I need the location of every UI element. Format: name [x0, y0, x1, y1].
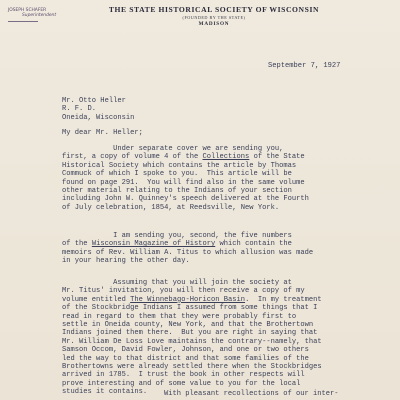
recipient-address	[62, 97, 134, 122]
closing-line: With pleasant recollections of our inter-	[164, 390, 339, 398]
letterhead	[0, 0, 400, 40]
signature-title: Superintendent	[22, 13, 57, 18]
superintendent-signature	[8, 8, 68, 18]
address-line: Mr. Otto Heller	[62, 97, 126, 105]
signature-name: JOSEPH SCHAFER	[8, 8, 47, 13]
magazine-title: Wisconsin Magazine of History	[91, 240, 216, 249]
address-line: R. F. D.	[62, 105, 97, 114]
book-title: The Winnebago-Horicon Basin	[130, 295, 246, 304]
society-name: THE STATE HISTORICAL SOCIETY OF WISCONSIN	[108, 5, 320, 14]
paragraph-3: Assuming that you will join the society at Mr. Titus' invitation, you will then receive a copy of my volume entitled The Winnebago-Horicon Basin. In my treatment of the Stockbridge Indians I assumed from some things that I read in regard to them that they were probably first to settle in Oneida county, New York, and that the Brothertown Indians joined them there. But you are right in saying that Mr. William De Loss Love maintains the contrary--namely, that Samson Occom, David Fowler, Johnson, and one or two others led the way to that district and that some families of the Brothertowns were already settled there when the Stockbridges arrived in 1785. I trust the book in other respects will prove interesting and of some value to you for the local studies it contains.	[62, 279, 322, 397]
letterhead-rule	[8, 21, 38, 22]
letterhead-city: MADISON	[198, 21, 230, 27]
salutation: My dear Mr. Heller;	[62, 129, 143, 137]
address-line: Oneida, Wisconsin	[62, 113, 135, 122]
paragraph-2: I am sending you, second, the five numbers of the Wisconsin Magazine of History which contain the memoirs of Rev. William A. Titus to which allusion was made in your hearing the other day.	[62, 232, 314, 266]
founded-note: (FOUNDED BY THE STATE)	[182, 15, 246, 20]
collections-title: Collections	[202, 153, 250, 162]
paragraph-1: Under separate cover we are sending you, first, a copy of volume 4 of the Collections of the State Historical Society which contains the article by Thomas Commuck of which I spoke to you. This article will be found on page 291. You will find also in the same volume other material relating to the Indians of your section including John W. Quinney's speech delivered at the Fourth of July celebration, 1854, at Reedsville, New York.	[62, 145, 309, 212]
letter-date: September 7, 1927	[268, 62, 341, 70]
